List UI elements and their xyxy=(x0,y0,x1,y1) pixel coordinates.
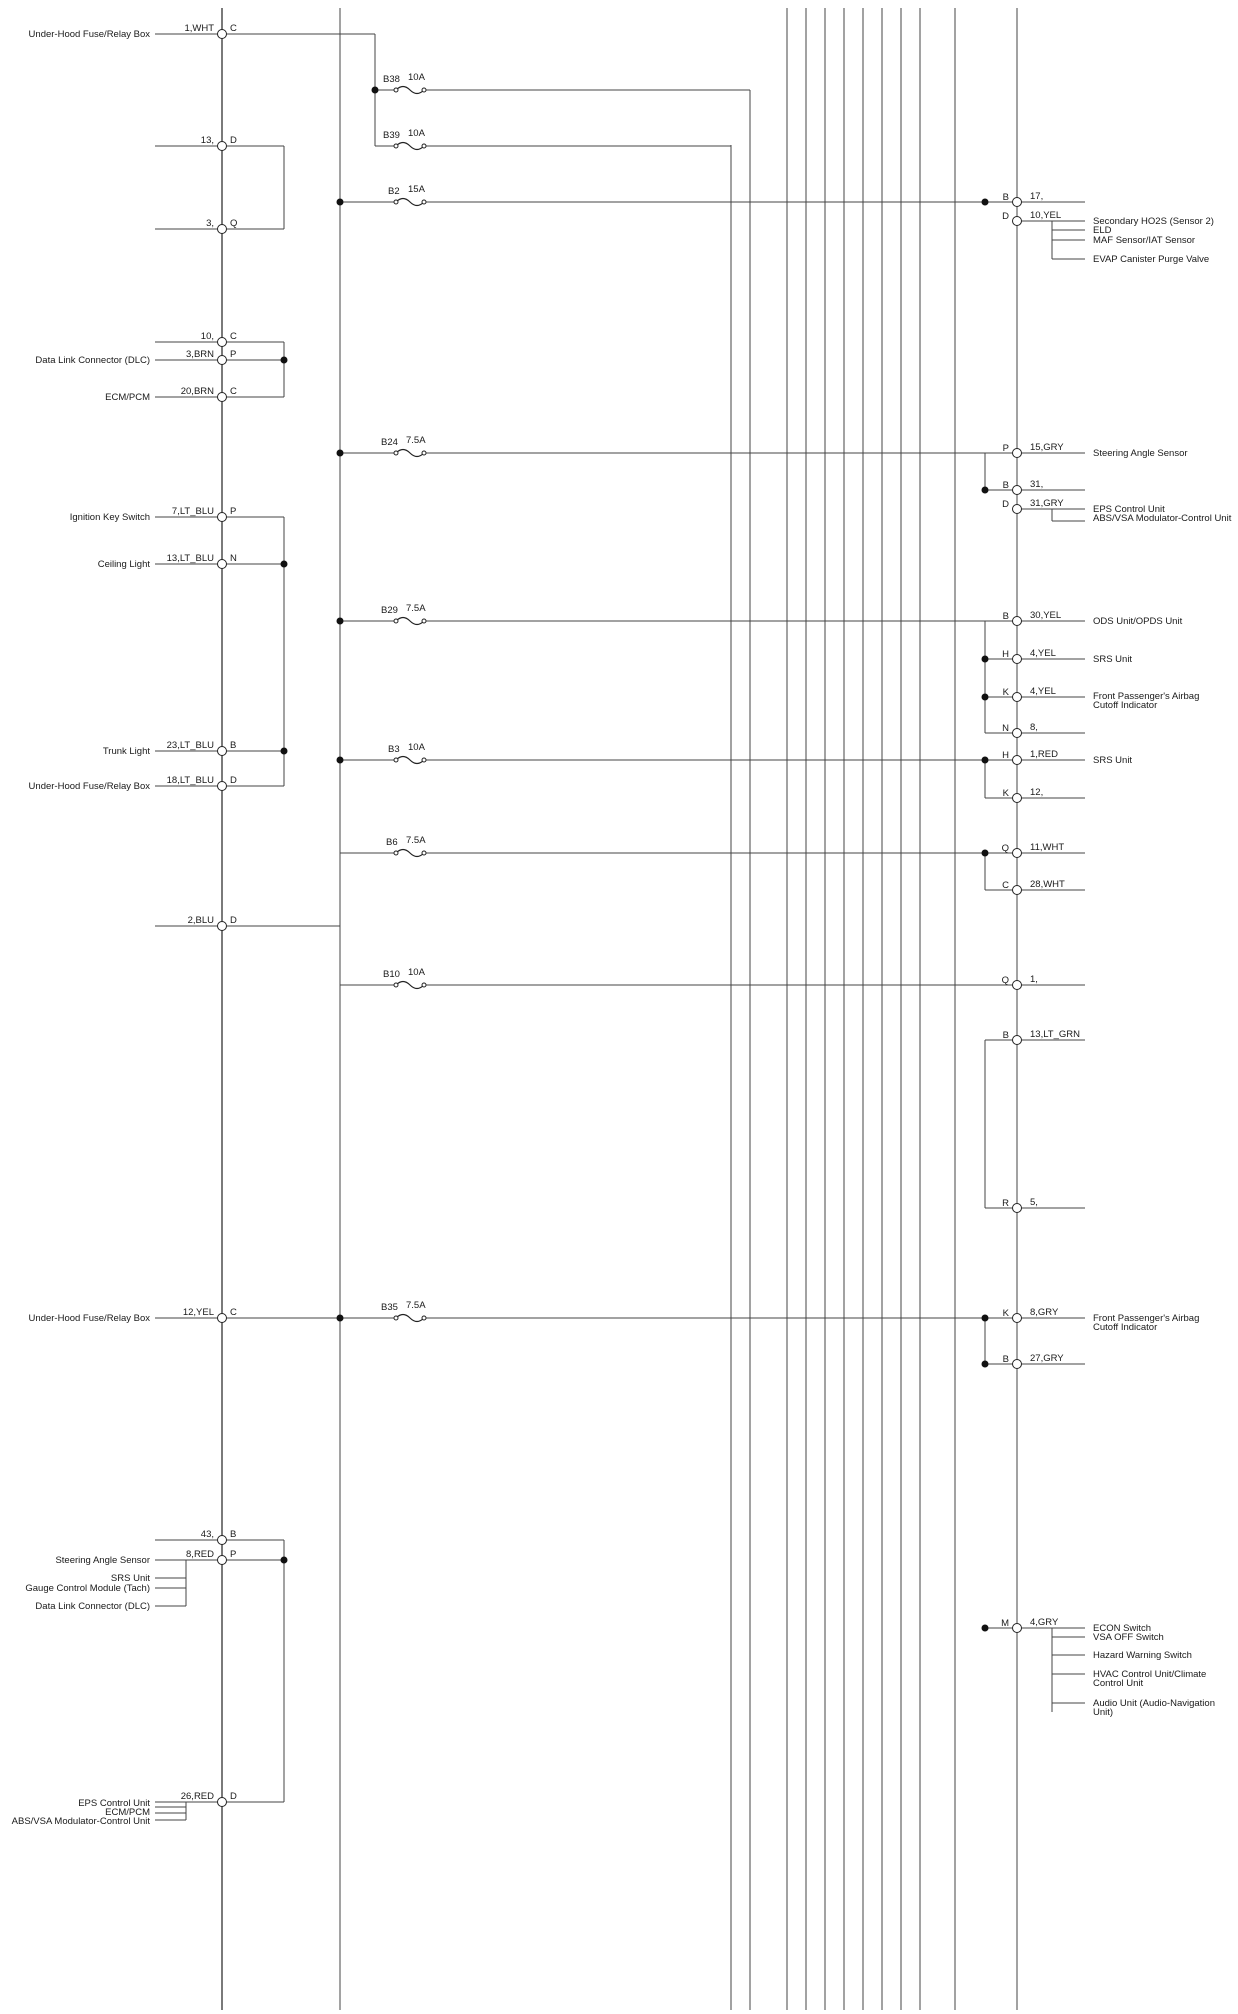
right-wire-5: 31,GRY xyxy=(1030,498,1064,509)
fuse-rating-b29: 7.5A xyxy=(406,603,426,614)
right-wire-1: 17, xyxy=(1030,191,1044,202)
fuse-label-b24: B24 xyxy=(381,437,398,448)
left-desc-9: Trunk Light xyxy=(102,746,150,757)
right-wire-2: 10,YEL xyxy=(1030,210,1062,221)
right-desc-steering-angle: Steering Angle Sensor xyxy=(1093,448,1188,459)
fuse-symbol-b35 xyxy=(394,1314,426,1322)
fuse-labels xyxy=(381,72,426,1313)
right-pin-3: P xyxy=(1002,443,1009,454)
fuse-symbol-b10 xyxy=(394,981,426,989)
left-desc-7: Ignition Key Switch xyxy=(69,512,150,523)
left-sub-gauge: Gauge Control Module (Tach) xyxy=(25,1583,150,1594)
left-wire-4: 10, xyxy=(200,331,214,342)
right-wire-16: 5, xyxy=(1030,1197,1038,1208)
right-pin-1: B xyxy=(1002,192,1009,203)
fuse-symbol-b38 xyxy=(394,86,426,94)
left-desc-6: ECM/PCM xyxy=(105,392,150,403)
left-pin-10: D xyxy=(230,775,237,786)
right-pin-10: H xyxy=(1002,750,1009,761)
right-wire-18: 27,GRY xyxy=(1030,1353,1064,1364)
right-wire-17: 8,GRY xyxy=(1030,1307,1059,1318)
right-wire-19: 4,GRY xyxy=(1030,1617,1059,1628)
fuse-label-b6: B6 xyxy=(386,837,398,848)
right-pin-6: B xyxy=(1002,611,1009,622)
fuse-label-b2: B2 xyxy=(388,186,400,197)
left-labels xyxy=(12,23,238,1827)
right-desc-srs-1: SRS Unit xyxy=(1093,654,1133,665)
right-desc-maf-iat: MAF Sensor/IAT Sensor xyxy=(1093,235,1196,246)
right-desc-vsa-off: VSA OFF Switch xyxy=(1093,1632,1164,1643)
fuse-rows xyxy=(222,90,1085,1318)
fuse-rating-b3: 10A xyxy=(408,742,425,753)
right-desc-eps-control: EPS Control Unit xyxy=(1093,504,1165,515)
right-desc-audio-a: Audio Unit (Audio-Navigation xyxy=(1093,1698,1215,1709)
fuse-symbol-b2 xyxy=(394,198,426,206)
fuse-label-b3: B3 xyxy=(388,744,400,755)
right-desc-srs-2: SRS Unit xyxy=(1093,755,1133,766)
left-wire-1: 1,WHT xyxy=(184,23,214,34)
right-desc-airbag-1a: Front Passenger's Airbag xyxy=(1093,691,1200,702)
right-wire-3: 15,GRY xyxy=(1030,442,1064,453)
fuse-symbol-b39 xyxy=(394,142,426,150)
fuse-symbol-b3 xyxy=(394,756,426,764)
fuse-label-b29: B29 xyxy=(381,605,398,616)
right-desc-secondary-ho2s: Secondary HO2S (Sensor 2) xyxy=(1093,216,1214,227)
left-pin-4: C xyxy=(230,331,237,342)
right-desc-audio-b: Unit) xyxy=(1093,1707,1114,1718)
right-wire-8: 4,YEL xyxy=(1030,686,1056,697)
fuse-symbol-b6 xyxy=(394,849,426,857)
right-desc-airbag-2a: Front Passenger's Airbag xyxy=(1093,1313,1200,1324)
left-desc-1: Under-Hood Fuse/Relay Box xyxy=(28,29,150,40)
right-pin-11: K xyxy=(1002,788,1009,799)
fuse-rating-b39: 10A xyxy=(408,128,425,139)
right-desc-hvac-a: HVAC Control Unit/Climate xyxy=(1093,1669,1207,1680)
right-pin-12: Q xyxy=(1001,843,1009,854)
right-wire-12: 11,WHT xyxy=(1030,842,1065,853)
left-wire-8: 13,LT_BLU xyxy=(166,553,214,564)
right-pin-14: Q xyxy=(1001,975,1009,986)
right-pin-16: R xyxy=(1002,1198,1009,1209)
right-desc-eld: ELD xyxy=(1093,225,1112,236)
left-wire-11: 2,BLU xyxy=(187,915,214,926)
right-wire-10: 1,RED xyxy=(1030,749,1058,760)
left-wire-9: 23,LT_BLU xyxy=(166,740,214,751)
left-pin-12: C xyxy=(230,1307,237,1318)
right-wire-7: 4,YEL xyxy=(1030,648,1056,659)
left-pin-7: P xyxy=(230,506,237,517)
right-desc-ods: ODS Unit/OPDS Unit xyxy=(1093,616,1183,627)
right-pin-9: N xyxy=(1002,723,1009,734)
fuse-symbol-b29 xyxy=(394,617,426,625)
right-wire-9: 8, xyxy=(1030,722,1038,733)
left-sub-srs: SRS Unit xyxy=(110,1573,150,1584)
left-desc-10: Under-Hood Fuse/Relay Box xyxy=(28,781,150,792)
left-wire-14: 8,RED xyxy=(186,1549,214,1560)
right-wire-13: 28,WHT xyxy=(1030,879,1065,890)
fuse-rating-b35: 7.5A xyxy=(406,1300,426,1311)
right-desc-abs-vsa: ABS/VSA Modulator-Control Unit xyxy=(1093,513,1232,524)
left-pin-14: P xyxy=(230,1549,237,1560)
left-pin-5: P xyxy=(230,349,237,360)
left-pin-6: C xyxy=(230,386,237,397)
right-wire-6: 30,YEL xyxy=(1030,610,1062,621)
left-wire-7: 7,LT_BLU xyxy=(171,506,214,517)
left-wire-5: 3,BRN xyxy=(186,349,214,360)
left-wire-13: 43, xyxy=(200,1529,214,1540)
fuse-symbol-b24 xyxy=(394,449,426,457)
left-pin-2: D xyxy=(230,135,237,146)
left-desc-8: Ceiling Light xyxy=(97,559,150,570)
right-labels xyxy=(1001,191,1232,1718)
left-wire-15: 26,RED xyxy=(180,1791,214,1802)
right-desc-econ: ECON Switch xyxy=(1093,1623,1152,1634)
fuse-rating-b6: 7.5A xyxy=(406,835,426,846)
fuse-label-b39: B39 xyxy=(383,130,400,141)
left-sub-dlc: Data Link Connector (DLC) xyxy=(35,1601,150,1612)
right-wire-11: 12, xyxy=(1030,787,1044,798)
left-sub-eps: EPS Control Unit xyxy=(78,1798,150,1809)
right-desc-airbag-2b: Cutoff Indicator xyxy=(1093,1322,1158,1333)
left-sub-ecm: ECM/PCM xyxy=(105,1807,150,1818)
vertical-bus-lines xyxy=(222,8,1017,2010)
left-pin-15: D xyxy=(230,1791,237,1802)
left-pin-1: C xyxy=(230,23,237,34)
right-wire-15: 13,LT_GRN xyxy=(1030,1029,1080,1040)
right-pin-18: B xyxy=(1002,1354,1009,1365)
left-wire-2: 13, xyxy=(200,135,214,146)
left-wire-10: 18,LT_BLU xyxy=(166,775,214,786)
left-sub-abs: ABS/VSA Modulator-Control Unit xyxy=(11,1816,150,1827)
fuse-label-b35: B35 xyxy=(381,1302,398,1313)
right-pin-4: B xyxy=(1002,480,1009,491)
right-desc-hazard: Hazard Warning Switch xyxy=(1093,1650,1192,1661)
right-wire-14: 1, xyxy=(1030,974,1038,985)
right-pin-7: H xyxy=(1002,649,1009,660)
left-pin-8: N xyxy=(230,553,237,564)
right-pin-8: K xyxy=(1002,687,1009,698)
left-wire-3: 3, xyxy=(206,218,214,229)
right-desc-airbag-1b: Cutoff Indicator xyxy=(1093,700,1158,711)
right-pin-15: B xyxy=(1002,1030,1009,1041)
left-pin-13: B xyxy=(230,1529,237,1540)
right-pin-13: C xyxy=(1002,880,1009,891)
left-desc-12: Under-Hood Fuse/Relay Box xyxy=(28,1313,150,1324)
left-pin-3: Q xyxy=(230,218,238,229)
left-pin-11: D xyxy=(230,915,237,926)
right-pin-2: D xyxy=(1002,211,1009,222)
left-desc-14: Steering Angle Sensor xyxy=(55,1555,150,1566)
right-pin-19: M xyxy=(1001,1618,1009,1629)
right-wire-4: 31, xyxy=(1030,479,1044,490)
fuse-rating-b38: 10A xyxy=(408,72,425,83)
fuse-symbols xyxy=(394,86,426,1322)
left-wire-12: 12,YEL xyxy=(182,1307,214,1318)
right-pin-17: K xyxy=(1002,1308,1009,1319)
right-pin-5: D xyxy=(1002,499,1009,510)
fuse-rating-b10: 10A xyxy=(408,967,425,978)
fuse-rating-b2: 15A xyxy=(408,184,425,195)
left-wire-6: 20,BRN xyxy=(180,386,214,397)
right-wires xyxy=(985,202,1085,1712)
fuse-label-b38: B38 xyxy=(383,74,400,85)
left-desc-5: Data Link Connector (DLC) xyxy=(35,355,150,366)
fuse-rating-b24: 7.5A xyxy=(406,435,426,446)
right-desc-hvac-b: Control Unit xyxy=(1093,1678,1144,1689)
fuse-label-b10: B10 xyxy=(383,969,400,980)
right-desc-evap: EVAP Canister Purge Valve xyxy=(1093,254,1210,265)
left-pin-9: B xyxy=(230,740,237,751)
